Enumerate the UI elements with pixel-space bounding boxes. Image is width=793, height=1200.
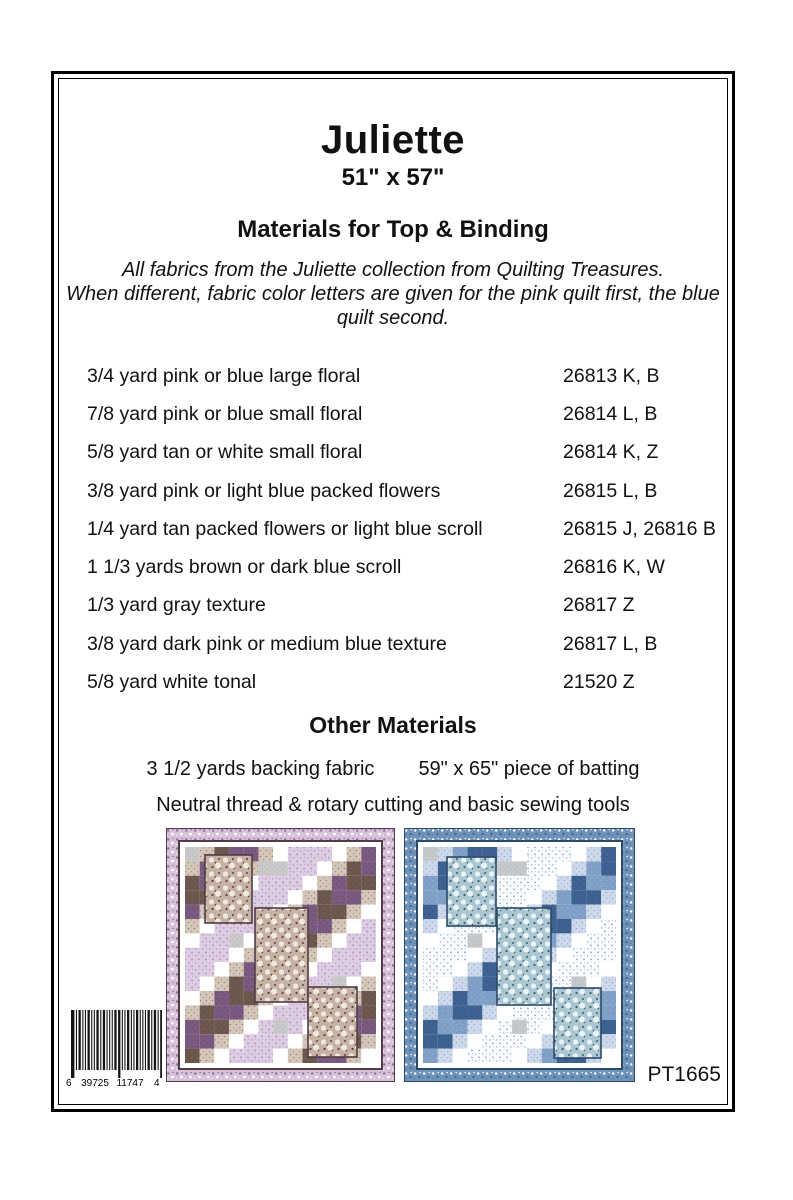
materials-row — [87, 472, 735, 510]
materials-row — [87, 587, 735, 625]
svg-text:6: 6 — [66, 1078, 72, 1089]
material-code: 21520 Z — [563, 671, 635, 694]
material-item: 3/8 yard dark pink or medium blue texture — [87, 632, 447, 655]
blue-quilt-image — [404, 828, 635, 1082]
batting-text: 59" x 65" piece of batting — [418, 758, 640, 780]
materials-row — [87, 548, 735, 586]
intro-line-1: All fabrics from the Juliette collection from Quilting Treasures. — [121, 259, 665, 281]
material-code: 26817 L, B — [563, 632, 658, 655]
material-item: 3/8 yard pink or light blue packed flowers — [87, 479, 441, 502]
material-item: 1/3 yard gray texture — [87, 594, 266, 617]
material-item: 1 1/3 yards brown or dark blue scroll — [87, 556, 402, 579]
materials-row — [87, 663, 735, 701]
materials-row — [87, 510, 735, 548]
barcode — [64, 1004, 162, 1101]
material-code: 26815 L, B — [563, 479, 658, 502]
materials-list — [87, 357, 735, 702]
intro-line-3: quilt second. — [336, 307, 450, 329]
page-title: Juliette — [320, 118, 466, 162]
svg-text:4: 4 — [154, 1078, 160, 1089]
svg-text:11747: 11747 — [116, 1078, 144, 1089]
material-code: 26814 L, B — [563, 402, 658, 425]
materials-row — [87, 625, 735, 663]
intro-line-2: When different, fabric color letters are given for the pink quilt first, the blue — [66, 283, 720, 305]
material-item: 1/4 yard tan packed flowers or light blue scroll — [87, 517, 483, 540]
material-code: 26814 K, Z — [563, 441, 659, 464]
material-item: 3/4 yard pink or blue large floral — [87, 364, 361, 387]
backing-fabric-text: 3 1/2 yards backing fabric — [146, 758, 375, 780]
materials-row — [87, 434, 735, 472]
material-code: 26816 K, W — [563, 556, 665, 579]
other-materials-heading: Other Materials — [309, 712, 477, 738]
intro-text — [51, 258, 735, 330]
material-item: 5/8 yard white tonal — [87, 671, 257, 694]
pink-quilt-image — [166, 828, 395, 1082]
other-materials-line-1 — [51, 758, 735, 781]
page-content — [51, 0, 735, 1200]
other-materials-line-2: Neutral thread & rotary cutting and basic sewing tools — [156, 794, 630, 816]
materials-heading: Materials for Top & Binding — [237, 216, 549, 243]
materials-row — [87, 357, 735, 395]
materials-row — [87, 395, 735, 433]
pattern-number: PT1665 — [647, 1063, 721, 1086]
svg-text:39725: 39725 — [81, 1078, 109, 1089]
material-code: 26813 K, B — [563, 364, 660, 387]
material-item: 5/8 yard tan or white small floral — [87, 441, 363, 464]
material-code: 26815 J, 26816 B — [563, 517, 716, 540]
material-item: 7/8 yard pink or blue small floral — [87, 402, 363, 425]
quilt-size: 51" x 57" — [341, 164, 445, 191]
material-code: 26817 Z — [563, 594, 635, 617]
